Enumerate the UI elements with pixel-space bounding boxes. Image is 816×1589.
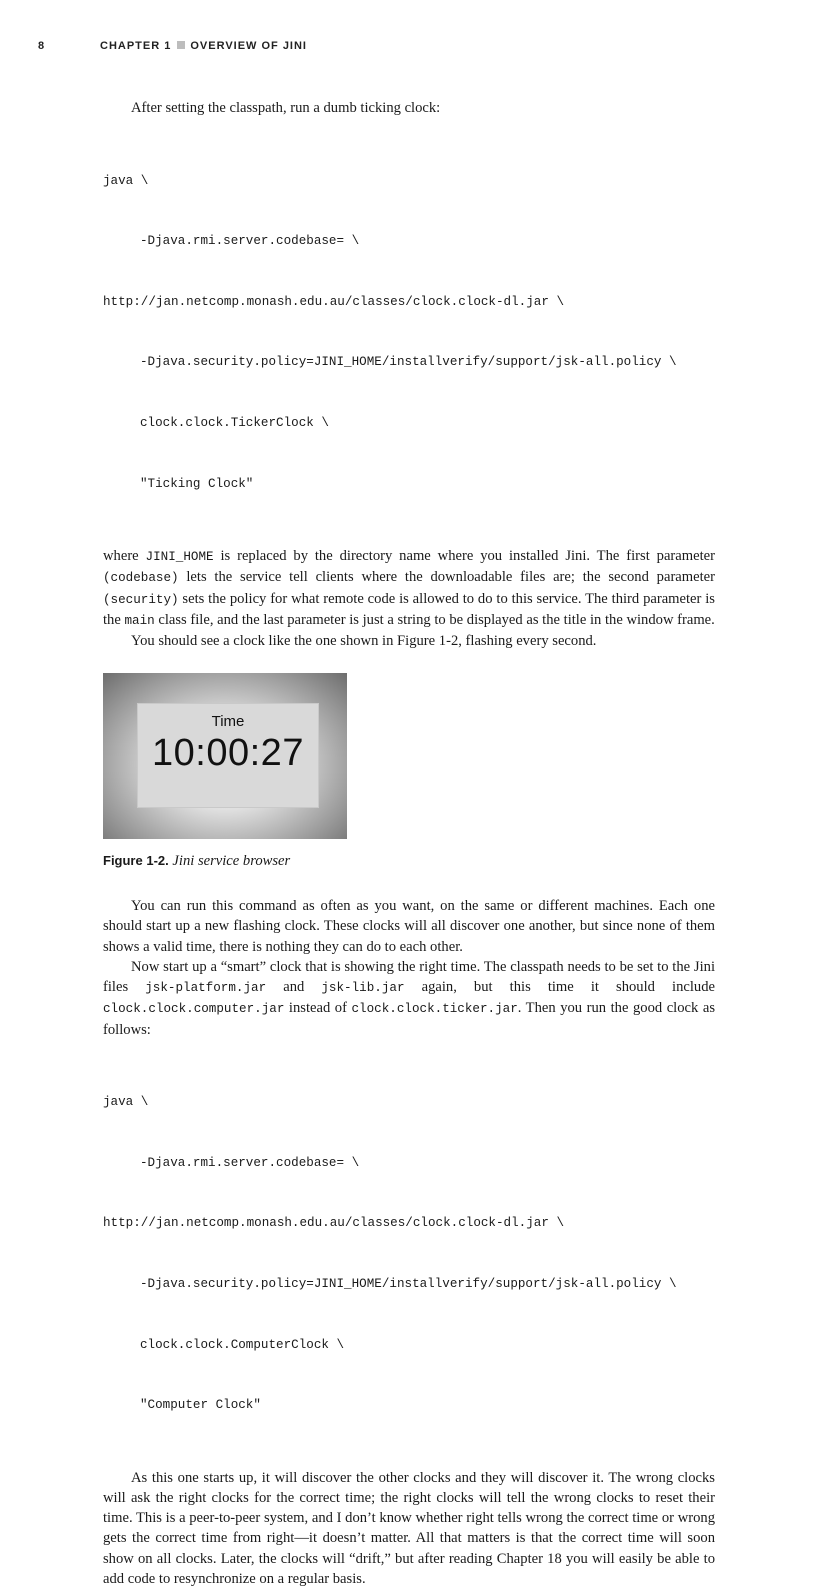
chapter-heading [100, 40, 307, 52]
text: and [266, 979, 322, 996]
inline-code: jsk-lib.jar [321, 981, 405, 996]
code-line: java \ [103, 1095, 149, 1110]
inline-code: (security) [103, 592, 179, 607]
text: . Then you run the good clock as follows: [103, 1000, 715, 1038]
clock-figure [103, 673, 347, 839]
page-body [103, 98, 715, 1589]
inline-code: main [124, 613, 155, 628]
code-line: clock.clock.TickerClock \ [140, 416, 329, 431]
caption-text: Jini service browser [172, 853, 291, 870]
paragraph-peer-to-peer: As this one starts up, it will discover the other clocks and they will discover it. The wrong clocks will ask the right clocks for the correct time; the right clocks will tell the wrong clocks to reset their time. This is a peer-to-peer system, and I don’t know whether right tells wrong the correct time or wrong gets the correct time from right—it doesn’t matter. All that matters is that the correct time will soon show on all clocks. Later, the clocks will “drift,” but after reading Chapter 18 you will easily be able to add code to resynchronize on a regular basis. [103, 1469, 715, 1587]
figure-caption [103, 853, 715, 870]
inline-code: JINI_HOME [145, 550, 214, 565]
inline-code: (codebase) [103, 571, 179, 586]
code-line: http://jan.netcomp.monash.edu.au/classes/clock.clock-dl.jar \ [103, 1216, 565, 1231]
inline-code: jsk-platform.jar [145, 981, 267, 996]
section-title: OVERVIEW OF JINI [190, 40, 307, 52]
code-line: http://jan.netcomp.monash.edu.au/classes/clock.clock-dl.jar \ [103, 294, 565, 309]
code-line: -Djava.rmi.server.codebase= \ [140, 1155, 360, 1170]
code-line: "Computer Clock" [140, 1398, 261, 1413]
chapter-label: CHAPTER 1 [100, 40, 172, 52]
code-line: -Djava.security.policy=JINI_HOME/installverify/support/jsk-all.policy \ [140, 1276, 677, 1291]
clock-display [137, 703, 319, 808]
text: class file, and the last parameter is just a string to be displayed as the title in the window frame. [154, 611, 715, 628]
paragraph-see-clock: You should see a clock like the one shown in Figure 1-2, flashing every second. [131, 633, 597, 650]
text: again, but this time it should include [404, 979, 715, 996]
paragraph-smart-clock [103, 957, 715, 1040]
code-line: "Ticking Clock" [140, 476, 254, 491]
clock-title: Time [211, 713, 245, 731]
text: where [103, 548, 146, 565]
text: Now start up a “smart” clock that is showing the right time. The classpath needs to be set to the Jini files [103, 958, 715, 996]
text: is replaced by the directory name where you installed Jini. The first parameter [213, 548, 715, 565]
text: lets the service tell clients where the downloadable files are; the second parameter [178, 569, 715, 586]
text: sets the policy for what remote code is allowed to do to this service. The third parameter is the [103, 590, 715, 628]
code-line: java \ [103, 173, 149, 188]
code-line: clock.clock.ComputerClock \ [140, 1337, 345, 1352]
text: instead of [284, 1000, 352, 1017]
inline-code: clock.clock.ticker.jar [351, 1002, 518, 1017]
clock-time: 10:00:27 [152, 732, 304, 775]
caption-label: Figure 1-2. [103, 853, 169, 869]
page-number: 8 [38, 40, 46, 52]
code-line: -Djava.security.policy=JINI_HOME/installverify/support/jsk-all.policy \ [140, 355, 677, 370]
separator-square-icon [177, 41, 185, 49]
paragraph-parameters [103, 546, 715, 631]
inline-code: clock.clock.computer.jar [103, 1002, 285, 1017]
code-block-ticker [103, 130, 715, 534]
paragraph-intro: After setting the classpath, run a dumb ticking clock: [131, 100, 441, 116]
code-block-computer [103, 1052, 715, 1456]
code-line: -Djava.rmi.server.codebase= \ [140, 234, 360, 249]
paragraph-run-command: You can run this command as often as you want, on the same or different machines. Each one should start up a new flashing clock. These clocks will all discover one another, but since none of them shows a valid time, there is nothing they can do to each other. [103, 898, 715, 955]
